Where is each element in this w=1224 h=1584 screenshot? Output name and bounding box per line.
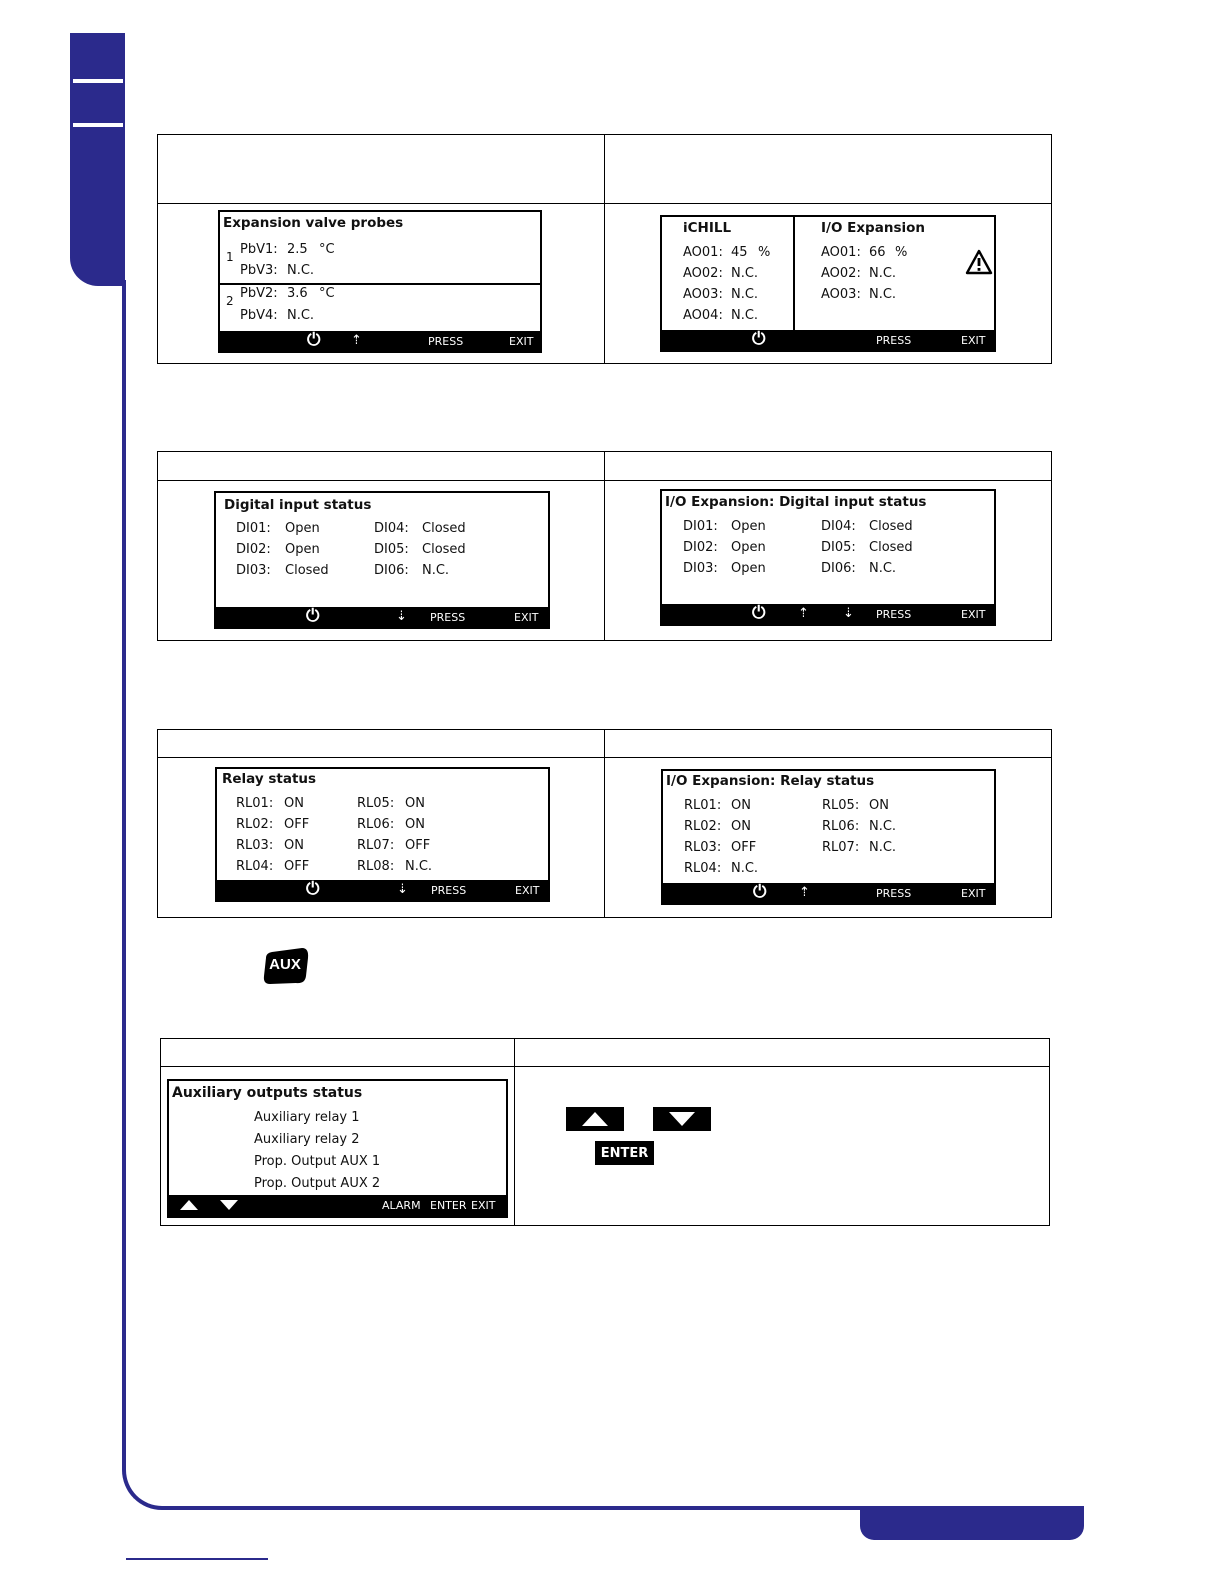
output-value: N.C. <box>731 287 759 302</box>
lcd-title: Expansion valve probes <box>223 215 404 231</box>
table-header-cell <box>605 730 1052 758</box>
power-icon[interactable]: ⏻ <box>306 606 320 626</box>
exit-softkey[interactable]: EXIT <box>514 611 539 624</box>
relay-value: ON <box>284 796 304 811</box>
table-cell <box>158 758 605 918</box>
output-value: N.C. <box>731 266 759 281</box>
down-key-button[interactable] <box>653 1107 711 1131</box>
chapter-tab <box>70 33 125 286</box>
exit-softkey[interactable]: EXIT <box>961 334 986 347</box>
aux-key-icon <box>262 946 310 986</box>
table-cell <box>161 1067 515 1226</box>
press-softkey[interactable]: PRESS <box>876 334 912 347</box>
page-number-tab <box>860 1506 1084 1540</box>
lcd-softkey-bar <box>217 880 548 900</box>
input-value: Open <box>285 542 320 557</box>
chapter-tab-divider <box>73 123 123 127</box>
output-label: AO03: <box>821 287 861 302</box>
output-label: AO02: <box>821 266 861 281</box>
menu-item[interactable]: Auxiliary relay 2 <box>254 1132 360 1147</box>
chapter-tab-divider <box>73 79 123 83</box>
down-arrow-icon[interactable]: ⇣ <box>843 606 854 621</box>
exit-softkey[interactable]: EXIT <box>509 335 534 348</box>
table-cell <box>605 481 1052 641</box>
relay-label: RL01: <box>684 798 722 813</box>
power-icon[interactable]: ⏻ <box>307 330 321 350</box>
input-label: DI03: <box>236 563 271 578</box>
table-header-cell <box>158 730 605 758</box>
relay-label: RL03: <box>236 838 274 853</box>
press-softkey[interactable]: PRESS <box>430 611 466 624</box>
table-header-cell <box>605 135 1052 204</box>
relay-value: OFF <box>731 840 757 855</box>
alarm-softkey[interactable]: ALARM <box>382 1199 421 1212</box>
input-value: Closed <box>285 563 329 578</box>
output-value: N.C. <box>731 308 759 323</box>
relay-label: RL03: <box>684 840 722 855</box>
up-arrow-icon[interactable] <box>180 1200 198 1210</box>
output-label: AO04: <box>683 308 723 323</box>
group-number: 1 <box>226 250 234 264</box>
up-arrow-icon[interactable]: ⇡ <box>799 885 810 900</box>
input-value: Open <box>731 519 766 534</box>
relay-label: RL05: <box>357 796 395 811</box>
input-label: DI04: <box>374 521 409 536</box>
lcd-expansion-digital-input-status <box>660 489 996 626</box>
input-label: DI02: <box>236 542 271 557</box>
power-icon[interactable]: ⏻ <box>752 329 766 349</box>
input-value: Closed <box>422 521 466 536</box>
table-cell <box>158 204 605 364</box>
press-softkey[interactable]: PRESS <box>876 887 912 900</box>
table-header-cell <box>605 452 1052 481</box>
lcd-softkey-bar <box>220 331 540 351</box>
output-value: N.C. <box>869 266 897 281</box>
relay-label: RL04: <box>684 861 722 876</box>
exit-softkey[interactable]: EXIT <box>961 887 986 900</box>
relay-label: RL02: <box>684 819 722 834</box>
table-header-cell <box>161 1039 515 1067</box>
table-header-cell <box>158 135 605 204</box>
input-label: DI05: <box>374 542 409 557</box>
lcd-softkey-bar <box>662 330 994 350</box>
input-value: Closed <box>869 519 913 534</box>
output-label: AO03: <box>683 287 723 302</box>
output-value: N.C. <box>869 287 897 302</box>
probe-label: PbV1: <box>240 242 278 257</box>
input-value: N.C. <box>869 561 897 576</box>
press-softkey[interactable]: PRESS <box>876 608 912 621</box>
probe-label: PbV3: <box>240 263 278 278</box>
input-label: DI02: <box>683 540 718 555</box>
output-label: AO02: <box>683 266 723 281</box>
lcd-relay-status <box>215 767 550 902</box>
output-label: AO01: <box>821 245 861 260</box>
relay-value: N.C. <box>869 819 897 834</box>
input-label: DI01: <box>236 521 271 536</box>
lcd-column-title: iCHILL <box>683 220 732 236</box>
lcd-softkey-bar <box>216 607 548 627</box>
lcd-title: Digital input status <box>224 497 372 513</box>
exit-softkey[interactable]: EXIT <box>961 608 986 621</box>
exit-softkey[interactable]: EXIT <box>515 884 540 897</box>
input-label: DI05: <box>821 540 856 555</box>
menu-item[interactable]: Prop. Output AUX 2 <box>254 1176 381 1191</box>
warning-icon <box>965 249 993 275</box>
relay-value: OFF <box>284 817 310 832</box>
table-cell <box>515 1067 1050 1226</box>
input-label: DI04: <box>821 519 856 534</box>
relay-label: RL04: <box>236 859 274 874</box>
lcd-expansion-valve-probes <box>218 210 542 353</box>
output-value: 66 <box>869 245 886 260</box>
power-icon[interactable]: ⏻ <box>752 603 766 623</box>
group-number: 2 <box>226 294 234 308</box>
table-analog-probes <box>157 134 1052 364</box>
table-header-cell <box>158 452 605 481</box>
relay-label: RL01: <box>236 796 274 811</box>
probe-unit: °C <box>319 286 335 301</box>
relay-value: ON <box>731 819 751 834</box>
table-digital-inputs <box>157 451 1052 641</box>
lcd-expansion-relay-status <box>661 769 996 905</box>
up-arrow-icon[interactable]: ⇡ <box>798 606 809 621</box>
enter-softkey[interactable]: ENTER <box>430 1199 467 1212</box>
lcd-column-divider <box>793 217 795 332</box>
table-cell <box>605 204 1052 364</box>
table-header-cell <box>515 1039 1050 1067</box>
input-value: Open <box>285 521 320 536</box>
input-label: DI03: <box>683 561 718 576</box>
power-icon[interactable]: ⏻ <box>306 879 320 899</box>
input-value: Open <box>731 540 766 555</box>
exit-softkey[interactable]: EXIT <box>471 1199 496 1212</box>
input-value: Closed <box>869 540 913 555</box>
lcd-divider <box>220 283 540 285</box>
probe-value: 3.6 <box>287 286 308 301</box>
relay-value: ON <box>405 796 425 811</box>
relay-value: OFF <box>284 859 310 874</box>
output-unit: % <box>758 245 771 260</box>
relay-value: N.C. <box>869 840 897 855</box>
relay-label: RL05: <box>822 798 860 813</box>
relay-value: ON <box>731 798 751 813</box>
relay-value: ON <box>869 798 889 813</box>
menu-item[interactable]: Auxiliary relay 1 <box>254 1110 360 1125</box>
probe-value: N.C. <box>287 308 315 323</box>
power-icon[interactable]: ⏻ <box>753 882 767 902</box>
lcd-softkey-bar <box>662 604 994 624</box>
relay-label: RL06: <box>822 819 860 834</box>
probe-label: PbV2: <box>240 286 278 301</box>
lcd-auxiliary-outputs-status <box>167 1079 508 1218</box>
output-label: AO01: <box>683 245 723 260</box>
press-softkey[interactable]: PRESS <box>431 884 467 897</box>
lcd-softkey-bar <box>663 883 994 903</box>
lcd-title: Relay status <box>222 771 317 787</box>
lcd-softkey-bar <box>169 1195 506 1216</box>
relay-value: ON <box>405 817 425 832</box>
input-label: DI06: <box>821 561 856 576</box>
menu-item[interactable]: Prop. Output AUX 1 <box>254 1154 381 1169</box>
aux-key-label: AUX <box>269 956 301 973</box>
relay-label: RL07: <box>357 838 395 853</box>
lcd-title: I/O Expansion: Digital input status <box>665 494 927 510</box>
lcd-analog-outputs <box>660 215 996 352</box>
table-relay-status <box>157 729 1052 918</box>
relay-label: RL08: <box>357 859 395 874</box>
input-label: DI01: <box>683 519 718 534</box>
table-auxiliary-outputs <box>160 1038 1050 1226</box>
down-arrow-icon[interactable] <box>220 1200 238 1210</box>
output-unit: % <box>895 245 908 260</box>
press-softkey[interactable]: PRESS <box>428 335 464 348</box>
footer-rule <box>126 1558 268 1560</box>
up-arrow-icon[interactable]: ⇡ <box>351 333 362 348</box>
probe-value: N.C. <box>287 263 315 278</box>
table-cell <box>605 758 1052 918</box>
relay-value: OFF <box>405 838 431 853</box>
input-value: N.C. <box>422 563 450 578</box>
enter-key-button[interactable]: ENTER <box>595 1141 654 1165</box>
lcd-digital-input-status <box>214 491 550 629</box>
down-arrow-icon[interactable]: ⇣ <box>397 882 408 897</box>
table-cell <box>158 481 605 641</box>
lcd-title: Auxiliary outputs status <box>172 1085 363 1101</box>
input-value: Open <box>731 561 766 576</box>
probe-value: 2.5 <box>287 242 308 257</box>
relay-label: RL07: <box>822 840 860 855</box>
lcd-column-title: I/O Expansion <box>821 220 925 236</box>
relay-label: RL02: <box>236 817 274 832</box>
output-value: 45 <box>731 245 748 260</box>
lcd-title: I/O Expansion: Relay status <box>666 773 875 789</box>
relay-value: ON <box>284 838 304 853</box>
up-triangle-icon <box>582 1112 608 1126</box>
relay-value: N.C. <box>731 861 759 876</box>
probe-unit: °C <box>319 242 335 257</box>
probe-label: PbV4: <box>240 308 278 323</box>
relay-value: N.C. <box>405 859 433 874</box>
up-key-button[interactable] <box>566 1107 624 1131</box>
input-value: Closed <box>422 542 466 557</box>
down-arrow-icon[interactable]: ⇣ <box>396 609 407 624</box>
down-triangle-icon <box>669 1112 695 1126</box>
relay-label: RL06: <box>357 817 395 832</box>
input-label: DI06: <box>374 563 409 578</box>
